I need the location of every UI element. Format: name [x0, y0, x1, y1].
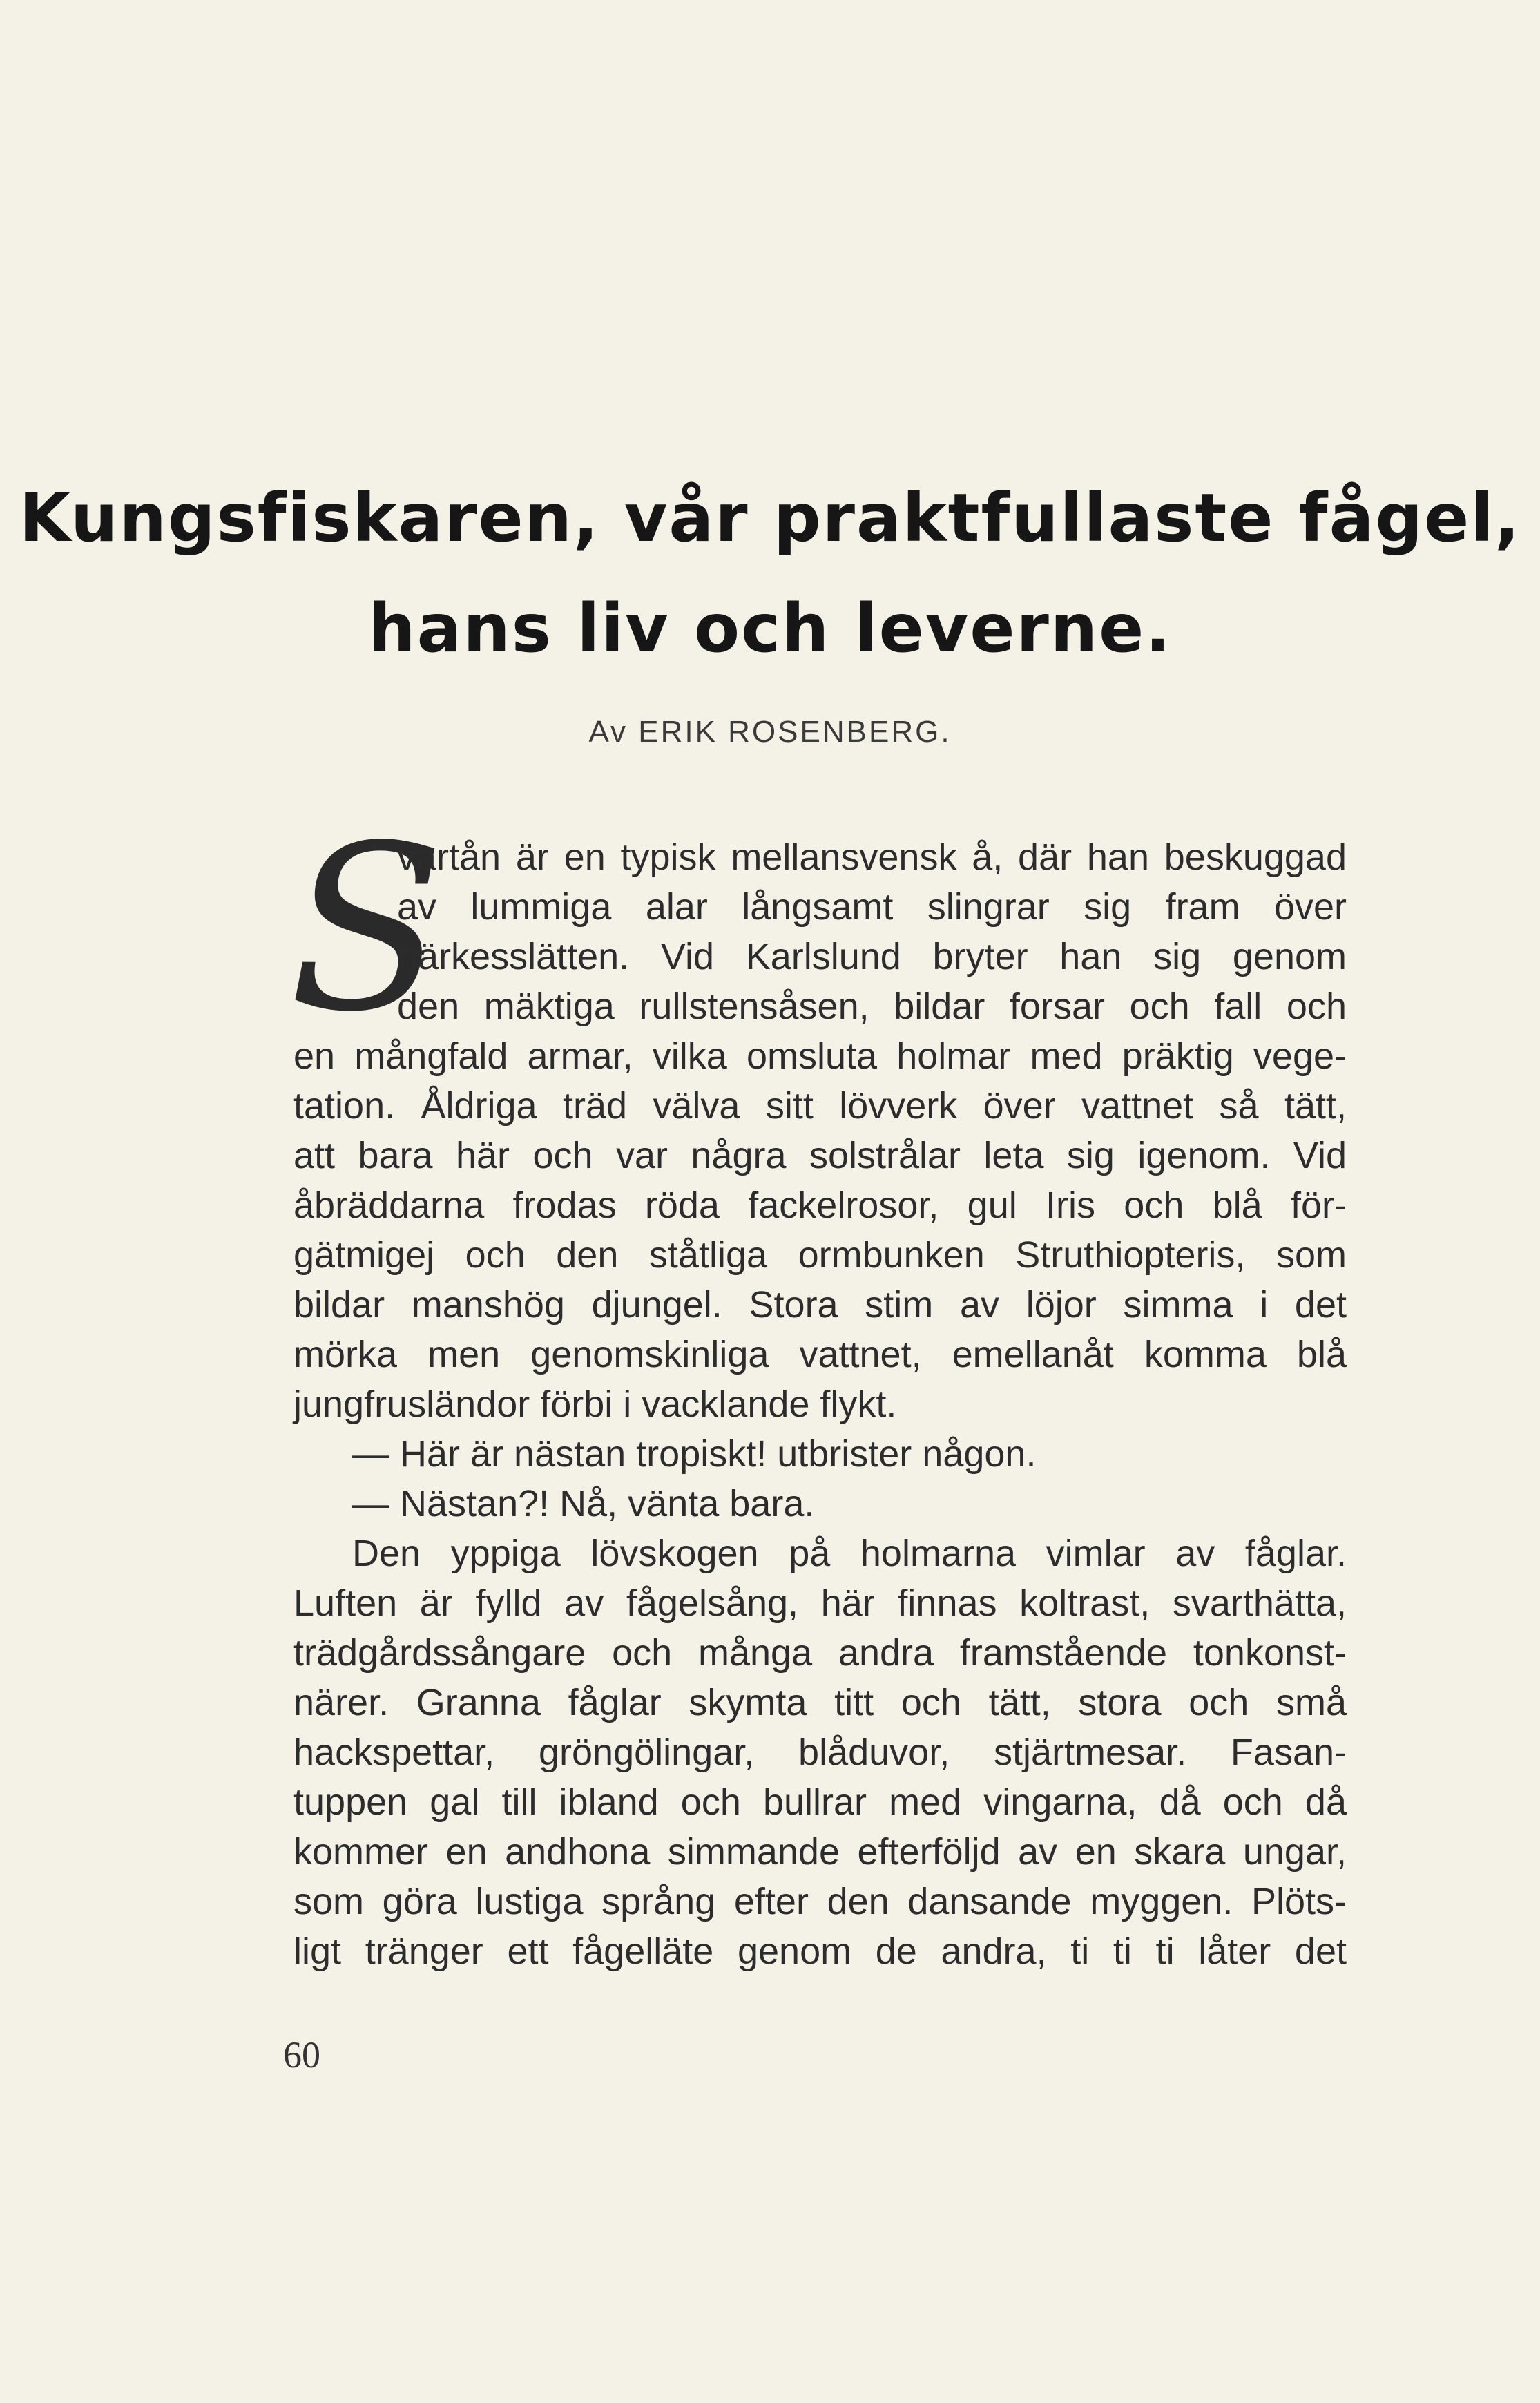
- text-line: trädgårdssångare och många andra framstående tonkonst-: [293, 1632, 1347, 1674]
- text-line: närkesslätten. Vid Karlslund bryter han sig genom: [397, 936, 1347, 977]
- text-line: bildar manshög djungel. Stora stim av löjor simma i det: [293, 1284, 1347, 1325]
- dialogue-line: — Nästan?! Nå, vänta bara.: [352, 1483, 815, 1524]
- article-title-line-2: hans liv och leverne.: [368, 590, 1172, 667]
- article-title-line-1: Kungsfiskaren, vår praktfullaste fågel,: [19, 479, 1521, 557]
- byline: Av ERIK ROSENBERG.: [588, 715, 952, 749]
- page-number: 60: [283, 2034, 320, 2076]
- text-line: hackspettar, gröngölingar, blåduvor, stjärtmesar. Fasan-: [293, 1732, 1347, 1773]
- text-line: den mäktiga rullstensåsen, bildar forsar och fall och: [397, 986, 1347, 1027]
- drop-cap: S: [289, 796, 445, 1062]
- dialogue-line: — Här är nästan tropiskt! utbrister någon.: [352, 1433, 1037, 1475]
- text-line: att bara här och var några solstrålar leta sig igenom. Vid: [293, 1135, 1347, 1176]
- text-line: tuppen gal till ibland och bullrar med vingarna, då och då: [293, 1781, 1347, 1823]
- text-line: Luften är fylld av fågelsång, här finnas koltrast, svarthätta,: [293, 1582, 1347, 1624]
- text-line: jungfrusländor förbi i vacklande flykt.: [293, 1384, 897, 1425]
- text-line: kommer en andhona simmande efterföljd av en skara ungar,: [293, 1831, 1347, 1873]
- text-line: vartån är en typisk mellansvensk å, där han beskuggad: [397, 836, 1347, 878]
- text-line: som göra lustiga språng efter den dansande myggen. Plöts-: [293, 1881, 1347, 1922]
- text-line: Den yppiga lövskogen på holmarna vimlar av fåglar.: [352, 1533, 1347, 1574]
- text-line: av lummiga alar långsamt slingrar sig fram över: [397, 886, 1347, 928]
- text-line: närer. Granna fåglar skymta titt och tätt, stora och små: [293, 1682, 1347, 1723]
- text-line: ligt tränger ett fågelläte genom de andra, ti ti ti låter det: [293, 1931, 1347, 1972]
- text-line: mörka men genomskinliga vattnet, emellanåt komma blå: [293, 1334, 1347, 1375]
- text-line: tation. Åldriga träd välva sitt lövverk över vattnet så tätt,: [293, 1085, 1347, 1127]
- text-line: en mångfald armar, vilka omsluta holmar med präktig vege-: [293, 1035, 1347, 1077]
- text-line: gätmigej och den ståtliga ormbunken Struthiopteris, som: [293, 1234, 1347, 1276]
- text-line: åbräddarna frodas röda fackelrosor, gul Iris och blå för-: [293, 1185, 1347, 1226]
